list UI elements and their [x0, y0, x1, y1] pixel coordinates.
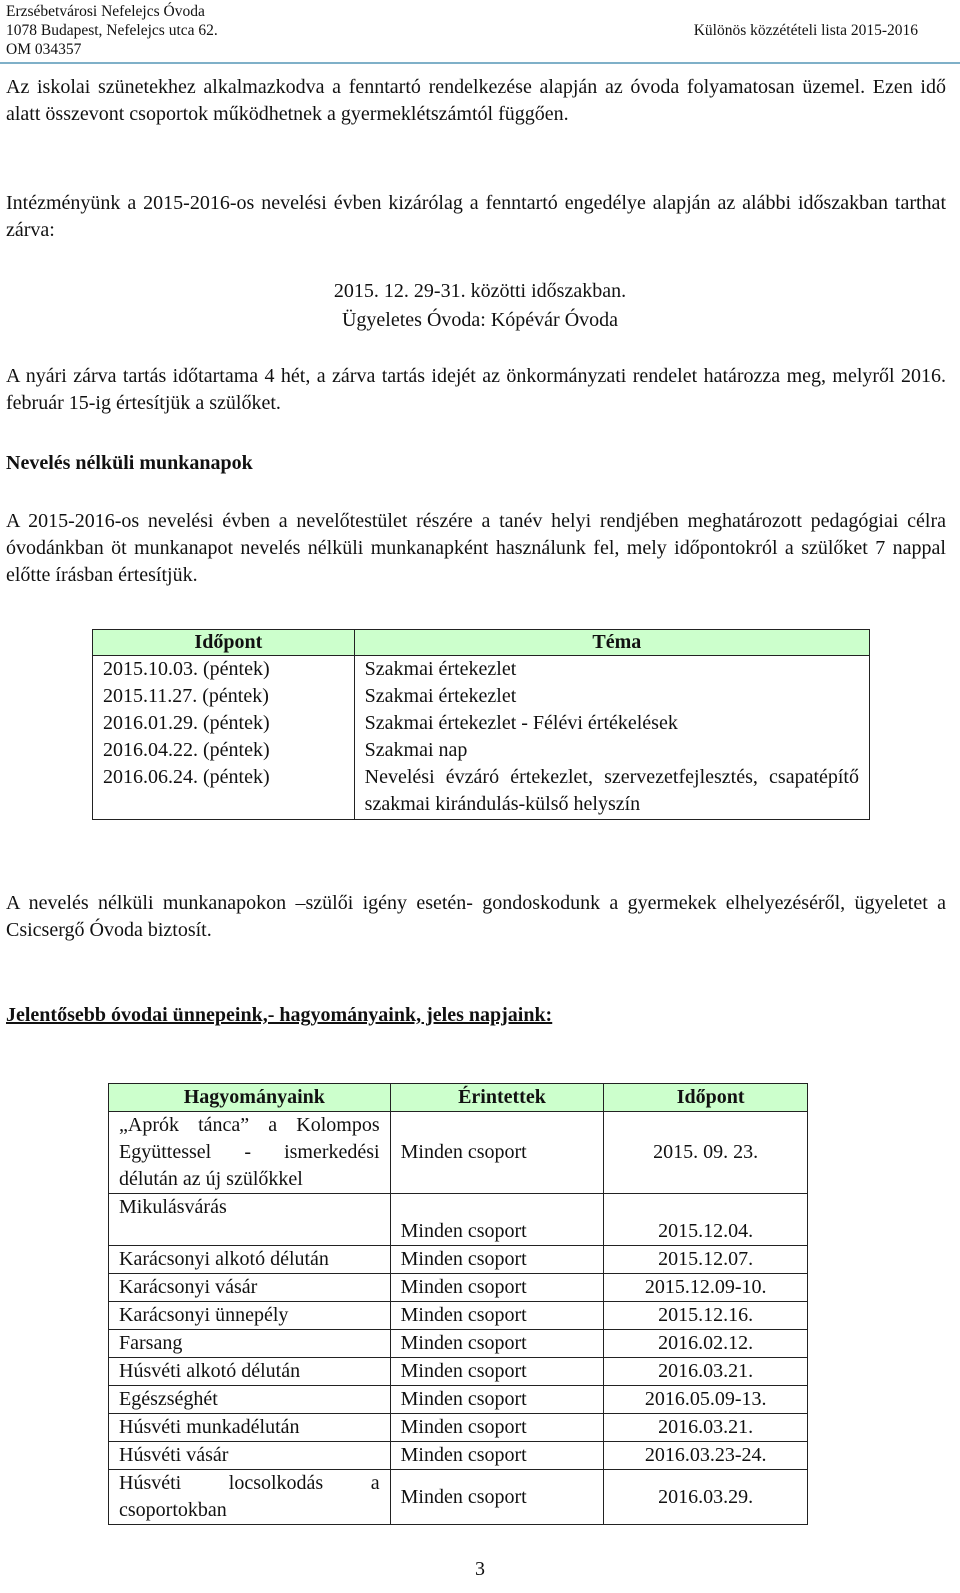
- paragraph-closure-intro: Intézményünk a 2015-2016-os nevelési évben kizárólag a fenntartó engedélye alapján az alábbi időszakban tarthat zárva:: [6, 192, 946, 241]
- table-row: [93, 737, 870, 764]
- cell-tradition: „Aprók tánca” a Kolompos Együttessel - ismerkedési délután az új szülőkkel: [109, 1112, 391, 1194]
- cell-tradition: Húsvéti alkotó délután: [109, 1358, 391, 1386]
- table-row: [109, 1302, 808, 1330]
- cell-topic: Szakmai nap: [354, 737, 869, 764]
- cell-date: 2015. 09. 23.: [604, 1112, 808, 1194]
- heading-celebrations: Jelentősebb óvodai ünnepeink,- hagyományaink, jeles napjaink:: [6, 1004, 553, 1026]
- cell-topic: Szakmai értekezlet - Félévi értékelések: [354, 710, 869, 737]
- celebrations-table: [108, 1083, 808, 1525]
- paragraph-school-breaks: Az iskolai szünetekhez alkalmazkodva a fenntartó rendelkezése alapján az óvoda folyamatosan üzemel. Ezen idő alatt összevont csoportok működhetnek a gyermeklétszámtól függően.: [6, 76, 946, 125]
- cell-participants: Minden csoport: [390, 1442, 604, 1470]
- paragraph-supervision: A nevelés nélküli munkanapokon –szülői igény esetén- gondoskodunk a gyermekek elhelyezéséről, ügyeletet a Csicsergő Óvoda biztosít.: [6, 892, 946, 941]
- closure-period: 2015. 12. 29-31. közötti időszakban.: [333, 280, 627, 302]
- cell-date: 2016.06.24. (péntek): [93, 764, 355, 820]
- table-row: [93, 656, 870, 684]
- cell-date: 2016.05.09-13.: [604, 1386, 808, 1414]
- cell-participants: Minden csoport: [390, 1330, 604, 1358]
- cell-participants: Minden csoport: [390, 1274, 604, 1302]
- table-row: [93, 710, 870, 737]
- cell-participants: Minden csoport: [390, 1112, 604, 1194]
- table-row: [109, 1274, 808, 1302]
- cell-tradition: Húsvéti vásár: [109, 1442, 391, 1470]
- cell-participants: Minden csoport: [390, 1194, 604, 1246]
- column-header-date: Időpont: [93, 630, 355, 656]
- org-name: Erzsébetvárosi Nefelejcs Óvoda: [6, 3, 205, 20]
- cell-participants: Minden csoport: [390, 1386, 604, 1414]
- column-header-topic: Téma: [354, 630, 869, 656]
- column-header-participants: Érintettek: [390, 1084, 604, 1112]
- table-row: [109, 1330, 808, 1358]
- cell-date: 2016.03.29.: [604, 1470, 808, 1525]
- cell-date: 2016.04.22. (péntek): [93, 737, 355, 764]
- cell-tradition: Húsvéti locsolkodás a csoportokban: [109, 1470, 391, 1525]
- cell-topic: Szakmai értekezlet: [354, 683, 869, 710]
- table-row: [109, 1386, 808, 1414]
- cell-date: 2016.02.12.: [604, 1330, 808, 1358]
- cell-participants: Minden csoport: [390, 1470, 604, 1525]
- page-number: 3: [475, 1558, 485, 1580]
- cell-tradition: Farsang: [109, 1330, 391, 1358]
- document-title: Különös közzétételi lista 2015-2016: [693, 22, 918, 39]
- cell-date: 2015.12.04.: [604, 1194, 808, 1246]
- cell-tradition: Egészséghét: [109, 1386, 391, 1414]
- table-row: [93, 683, 870, 710]
- table-row: [109, 1358, 808, 1386]
- table-row: [109, 1414, 808, 1442]
- table-row: [109, 1112, 808, 1194]
- cell-tradition: Húsvéti munkadélután: [109, 1414, 391, 1442]
- table-row: [109, 1246, 808, 1274]
- om-number: OM 034357: [6, 41, 82, 58]
- table-row: [93, 764, 870, 820]
- page-header: [0, 0, 960, 64]
- heading-non-teaching-days: Nevelés nélküli munkanapok: [6, 452, 253, 474]
- table-header-row: [109, 1084, 808, 1112]
- cell-date: 2016.03.21.: [604, 1358, 808, 1386]
- cell-participants: Minden csoport: [390, 1246, 604, 1274]
- column-header-tradition: Hagyományaink: [109, 1084, 391, 1112]
- table-header-row: [93, 630, 870, 656]
- cell-topic: Nevelési évzáró értekezlet, szervezetfejlesztés, csapatépítő szakmai kirándulás-külső helyszín: [354, 764, 869, 820]
- cell-date: 2015.12.16.: [604, 1302, 808, 1330]
- table-row: [109, 1470, 808, 1525]
- duty-kindergarten: Ügyeletes Óvoda: Kópévár Óvoda: [341, 309, 619, 331]
- cell-date: 2015.12.09-10.: [604, 1274, 808, 1302]
- paragraph-summer-closure: A nyári zárva tartás időtartama 4 hét, a zárva tartás idejét az önkormányzati rendelet határozza meg, melyről 2016. február 15-ig értesítjük a szülőket.: [6, 365, 946, 414]
- cell-date: 2016.01.29. (péntek): [93, 710, 355, 737]
- header-left: [6, 2, 218, 59]
- table-row: [109, 1194, 808, 1246]
- column-header-date: Időpont: [604, 1084, 808, 1112]
- cell-tradition: Karácsonyi vásár: [109, 1274, 391, 1302]
- cell-date: 2015.11.27. (péntek): [93, 683, 355, 710]
- paragraph-non-teaching-days: A 2015-2016-os nevelési évben a nevelőtestület részére a tanév helyi rendjében meghatározott pedagógiai célra óvodánkban öt munkanapot nevelés nélküli munkanapként használunk fel, mely időpontokról a szülőket 7 nappal előtte írásban értesítjük.: [6, 510, 946, 586]
- org-address: 1078 Budapest, Nefelejcs utca 62.: [6, 22, 218, 39]
- table-row: [109, 1442, 808, 1470]
- cell-participants: Minden csoport: [390, 1358, 604, 1386]
- cell-tradition: Mikulásvárás: [109, 1194, 391, 1246]
- cell-participants: Minden csoport: [390, 1302, 604, 1330]
- non-teaching-days-table: [92, 629, 870, 820]
- cell-tradition: Karácsonyi ünnepély: [109, 1302, 391, 1330]
- cell-participants: Minden csoport: [390, 1414, 604, 1442]
- cell-date: 2016.03.21.: [604, 1414, 808, 1442]
- cell-tradition: Karácsonyi alkotó délután: [109, 1246, 391, 1274]
- cell-date: 2015.10.03. (péntek): [93, 656, 355, 684]
- cell-date: 2016.03.23-24.: [604, 1442, 808, 1470]
- cell-date: 2015.12.07.: [604, 1246, 808, 1274]
- cell-topic: Szakmai értekezlet: [354, 656, 869, 684]
